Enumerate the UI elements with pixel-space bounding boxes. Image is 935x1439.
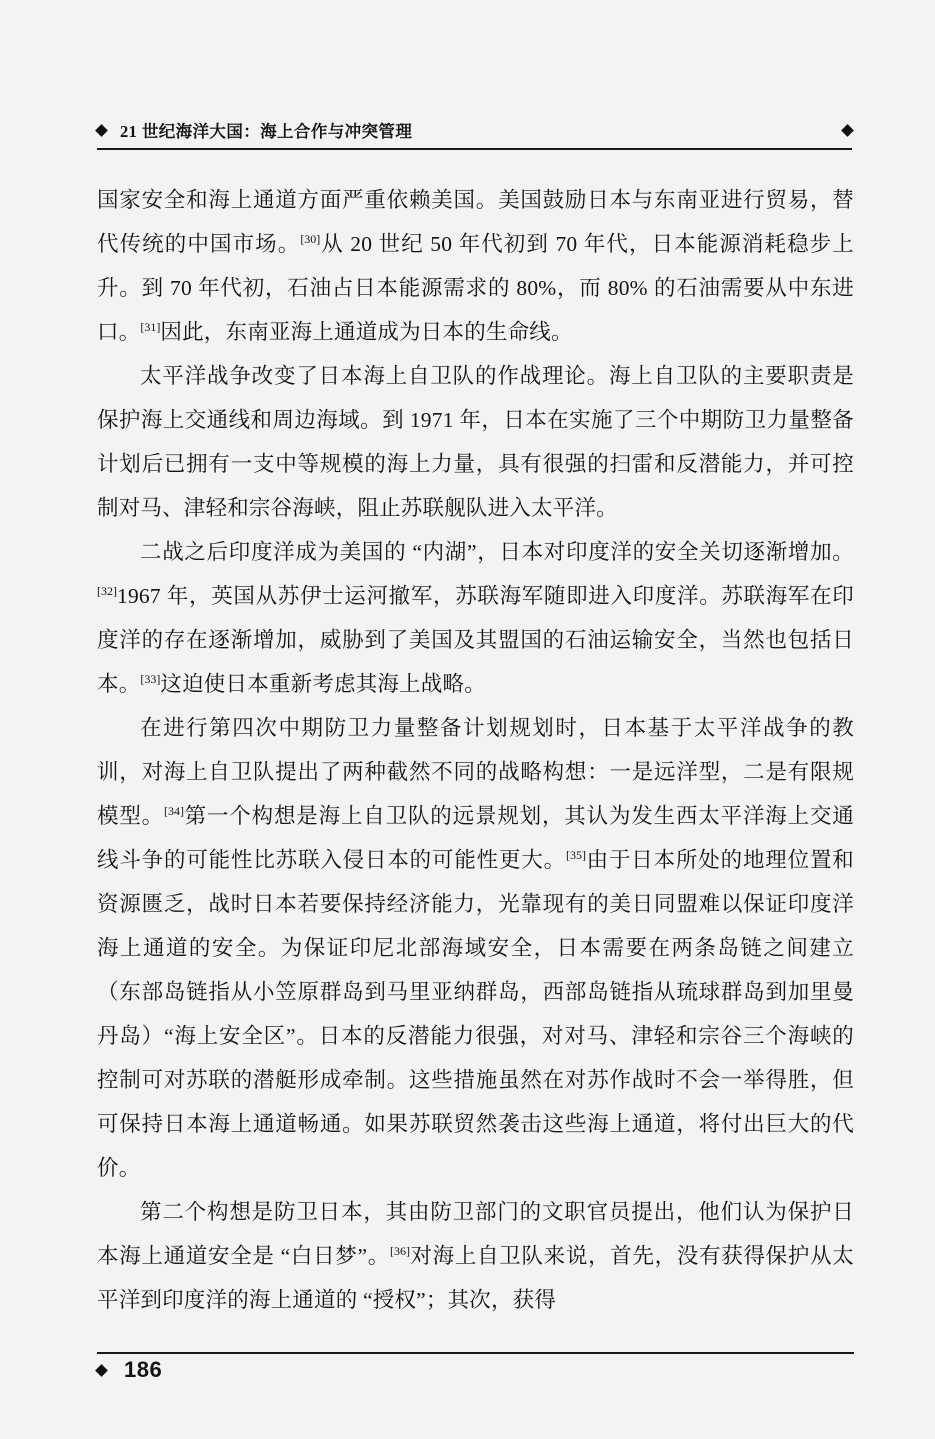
body-text-run: 因此，东南亚海上通道成为日本的生命线。 [160, 320, 573, 344]
body-paragraph [97, 178, 854, 354]
body-paragraph [97, 530, 854, 706]
body-text-run: 对海上自卫队来说，首先，没有获得保护从太平洋到印度洋的海上通道的 “授权”；其次，获得 [97, 1244, 854, 1312]
body-text-run: 第二个构想是防卫日本，其由防卫部门的文职官员提出，他们认为保护日本海上通道安全是 “白日梦”。 [97, 1200, 854, 1268]
body-text-run: 从 20 世纪 50 年代初到 70 年代，日本能源消耗稳步上升。到 70 年代初，石油占日本能源需求的 80%，而 80% 的石油需要从中东进口。 [97, 232, 854, 344]
body-text-run: 这迫使日本重新考虑其海上战略。 [160, 672, 486, 696]
footer-divider [97, 1352, 854, 1354]
body-text-run: 第一个构想是海上自卫队的远景规划，其认为发生西太平洋海上交通线斗争的可能性比苏联入侵日本的可能性更大。 [97, 804, 854, 872]
page-body [97, 178, 854, 1322]
body-text-run: 二战之后印度洋成为美国的 “内湖”，日本对印度洋的安全关切逐渐增加。 [140, 540, 854, 564]
footnote-marker[interactable]: [31] [140, 319, 161, 334]
running-head-title: 21 世纪海洋大国：海上合作与冲突管理 [120, 122, 413, 141]
body-paragraph [97, 354, 854, 530]
running-head-row [97, 118, 852, 142]
footnote-marker[interactable]: [33] [140, 671, 161, 686]
running-head [97, 118, 852, 150]
body-paragraph [97, 1190, 854, 1322]
body-text-run: 在进行第四次中期防卫力量整备计划规划时，日本基于太平洋战争的教训，对海上自卫队提出了两种截然不同的战略构想：一是远洋型，二是有限规模型。 [97, 716, 854, 828]
header-divider [97, 148, 852, 150]
body-text-run: 国家安全和海上通道方面严重依赖美国。美国鼓励日本与东南亚进行贸易，替代传统的中国市场。 [97, 188, 854, 256]
body-text-run: 太平洋战争改变了日本海上自卫队的作战理论。海上自卫队的主要职责是保护海上交通线和周边海域。到 1971 年，日本在实施了三个中期防卫力量整备计划后已拥有一支中等规模的海上力量，具有很强的扫雷和反潜能力，并可控制对马、津轻和宗谷海峡，阻止苏联舰队进入太平洋。 [97, 364, 854, 520]
body-text-run: 1967 年，英国从苏伊士运河撤军，苏联海军随即进入印度洋。苏联海军在印度洋的存在逐渐增加，威胁到了美国及其盟国的石油运输安全，当然也包括日本。 [97, 584, 854, 696]
footnote-marker[interactable]: [30] [300, 231, 321, 246]
footnote-marker[interactable]: [32] [97, 583, 117, 598]
footnote-marker[interactable]: [36] [389, 1243, 410, 1258]
footnote-marker[interactable]: [34] [164, 803, 184, 818]
footnote-marker[interactable]: [35] [566, 847, 586, 862]
diamond-marker-icon [95, 124, 108, 137]
diamond-marker-icon [841, 124, 854, 137]
page-footer [97, 1352, 854, 1381]
diamond-marker-icon [95, 1364, 108, 1377]
body-paragraph [97, 706, 854, 1190]
body-text-run: 由于日本所处的地理位置和资源匮乏，战时日本若要保持经济能力，光靠现有的美日同盟难以保证印度洋海上通道的安全。为保证印尼北部海域安全，日本需要在两条岛链之间建立（东部岛链指从小笠原群岛到马里亚纳群岛，西部岛链指从琉球群岛到加里曼丹岛）“海上安全区”。日本的反潜能力很强，对对马、津轻和宗谷三个海峡的控制可对苏联的潜艇形成牵制。这些措施虽然在对苏作战时不会一举得胜，但可保持日本海上通道畅通。如果苏联贸然袭击这些海上通道，将付出巨大的代价。 [97, 848, 854, 1180]
footer-row [97, 1359, 854, 1381]
page-number: 186 [124, 1357, 163, 1382]
